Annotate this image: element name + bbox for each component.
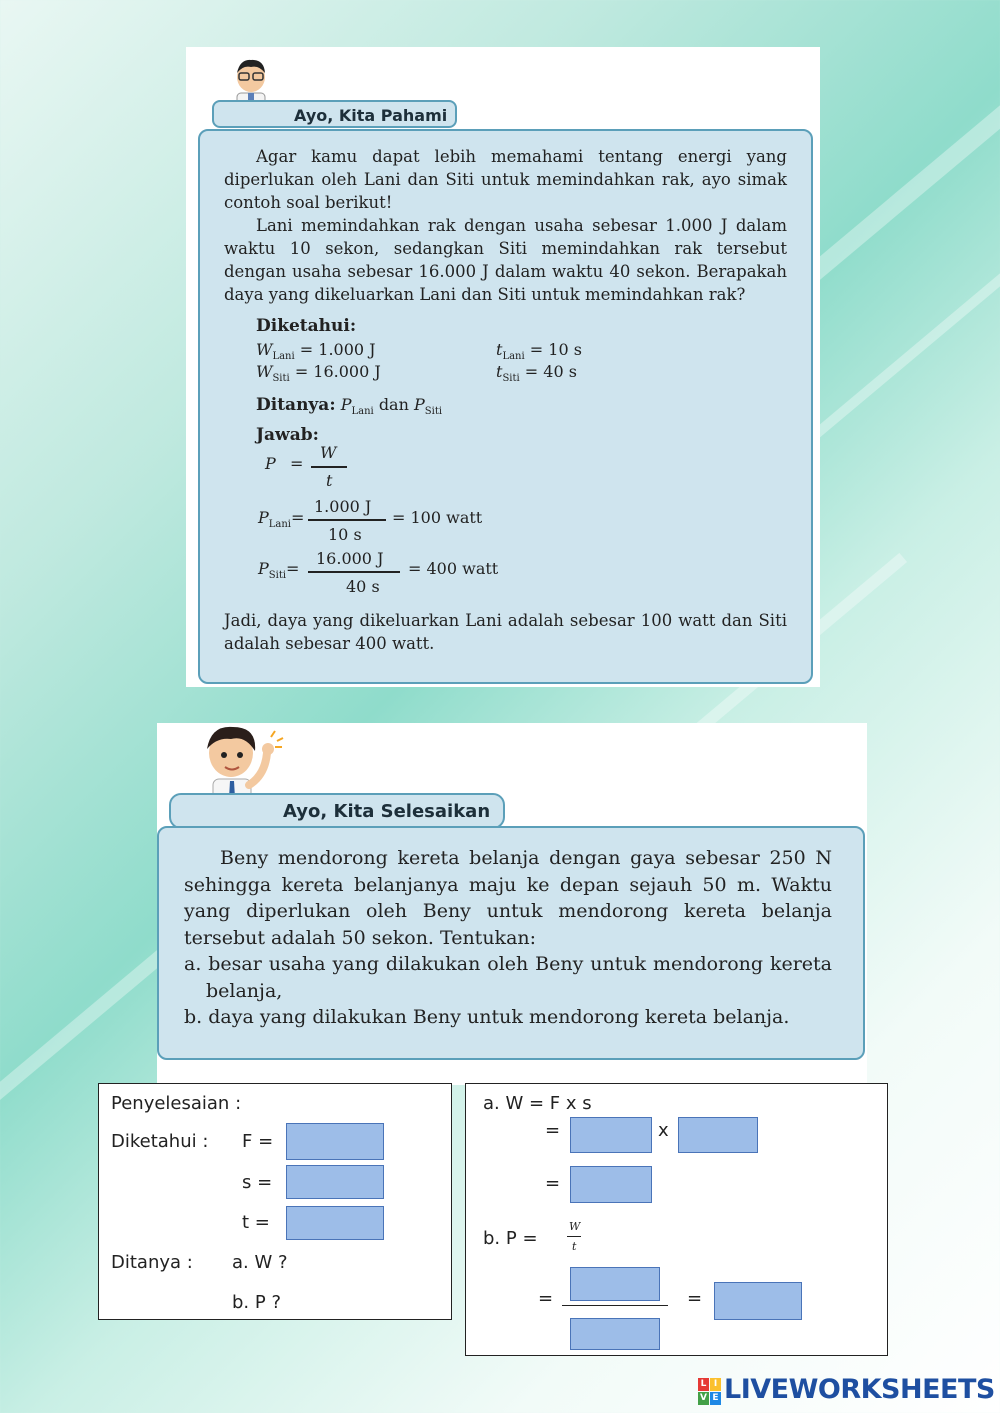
problem-item-a: a. besar usaha yang dilakukan oleh Beny untuk mendorong kereta belanja,: [184, 953, 832, 1002]
intro-paragraph-2: Lani memindahkan rak dengan usaha sebesar 1.000 J dalam waktu 10 sekon, sedangkan Siti memindahkan rak tersebut dengan usaha sebesar 16.000 J dalam waktu 40 sekon. Berapakah daya yang dikeluarkan Lani dan Siti untuk memindahkan rak?: [224, 216, 787, 304]
answer-box-work[interactable]: [570, 1166, 652, 1203]
siti-denominator: 40 s: [346, 577, 380, 596]
siti-result: = 400 watt: [408, 559, 499, 578]
intro-paragraph-1: Agar kamu dapat lebih memahami tentang energi yang diperlukan oleh Lani dan Siti untuk memindahkan rak, ayo simak contoh soal berikut!: [224, 147, 787, 212]
tab-ayo-kita-selesaikan: [169, 793, 505, 829]
logo-letter: I: [710, 1378, 721, 1391]
siti-numerator: 16.000 J: [316, 549, 384, 568]
t-lani: $t_{Lani} = 10$ s: [496, 340, 582, 363]
solution-heading: Penyelesaian :: [111, 1093, 242, 1114]
tab-ayo-kita-pahami: [212, 100, 457, 128]
solution-panel-right: [465, 1083, 888, 1356]
fraction-line: [308, 519, 386, 521]
eq-sign: =: [687, 1288, 703, 1309]
frac-t: t: [572, 1240, 577, 1253]
conclusion: Jadi, daya yang dikeluarkan Lani adalah sebesar 100 watt dan Siti adalah sebesar 400 watt.: [224, 611, 787, 653]
example-card: [186, 47, 820, 687]
logo-letter: V: [698, 1392, 709, 1405]
eq-sign: =: [545, 1120, 561, 1141]
lani-numerator: 1.000 J: [314, 497, 372, 516]
eq-sign: =: [538, 1288, 554, 1309]
fraction-line: [567, 1236, 581, 1237]
lani-denominator: 10 s: [328, 525, 362, 544]
t-label: t =: [242, 1212, 270, 1233]
w-lani: $W_{Lani} = 1.000$ J: [256, 340, 376, 363]
fraction-line: [311, 466, 347, 468]
f-label: F =: [242, 1131, 274, 1152]
answer-box-power-result[interactable]: [714, 1282, 802, 1320]
answer-box-force[interactable]: [570, 1117, 652, 1153]
lani-result: = 100 watt: [392, 508, 483, 527]
asked-label: Ditanya :: [111, 1252, 193, 1273]
formula-p: P: [265, 454, 276, 473]
asked-b: b. P ?: [232, 1292, 281, 1313]
formula-denominator: t: [326, 471, 333, 490]
asked-line: Ditanya: $P_{Lani}$ dan $P_{Siti}$: [256, 395, 443, 418]
t-siti: $t_{Siti} = 40$ s: [496, 362, 577, 385]
problem-paragraph: Beny mendorong kereta belanja dengan gaya sebesar 250 N sehingga kereta belanjanya maju ke depan sejauh 50 m. Waktu yang diperlukan oleh Beny untuk mendorong kereta belanja tersebut adalah 50 sekon. Tentukan:: [184, 847, 832, 949]
answer-box-s[interactable]: [286, 1165, 384, 1199]
times-sign: x: [658, 1120, 669, 1141]
power-formula: b. P =: [483, 1228, 538, 1249]
logo-letter: E: [710, 1392, 721, 1405]
answer-box-t[interactable]: [286, 1206, 384, 1240]
liveworksheets-wordmark: LIVEWORKSHEETS: [724, 1374, 995, 1405]
s-label: s =: [242, 1172, 273, 1193]
fraction-line: [562, 1305, 668, 1306]
work-formula: a. W = F x s: [483, 1093, 592, 1114]
solution-panel-left: [98, 1083, 452, 1320]
answer-box-distance[interactable]: [678, 1117, 758, 1153]
eq-sign: =: [545, 1173, 561, 1194]
p-siti-label: $P_{Siti}=$: [258, 559, 300, 582]
section-title: Ayo, Kita Selesaikan: [283, 801, 491, 822]
answer-heading: Jawab:: [256, 425, 319, 445]
fraction-line: [308, 571, 400, 573]
exercise-card: [157, 723, 867, 1085]
frac-w: W: [569, 1220, 581, 1233]
asked-a: a. W ?: [232, 1252, 288, 1273]
w-siti: $W_{Siti} = 16.000$ J: [256, 362, 381, 385]
answer-box-power-numerator[interactable]: [570, 1267, 660, 1301]
formula-eq: =: [290, 454, 304, 473]
answer-box-f[interactable]: [286, 1123, 384, 1160]
formula-numerator: W: [320, 443, 337, 462]
problem-item-b: b. daya yang dilakukan Beny untuk mendorong kereta belanja.: [184, 1006, 790, 1028]
known-heading: Diketahui:: [256, 316, 357, 336]
answer-box-power-denominator[interactable]: [570, 1318, 660, 1350]
known-label: Diketahui :: [111, 1131, 209, 1152]
p-lani-label: $P_{Lani}=$: [258, 508, 305, 531]
logo-letter: L: [698, 1378, 709, 1391]
section-title: Ayo, Kita Pahami: [294, 106, 448, 125]
liveworksheets-logo-icon: [698, 1378, 722, 1406]
